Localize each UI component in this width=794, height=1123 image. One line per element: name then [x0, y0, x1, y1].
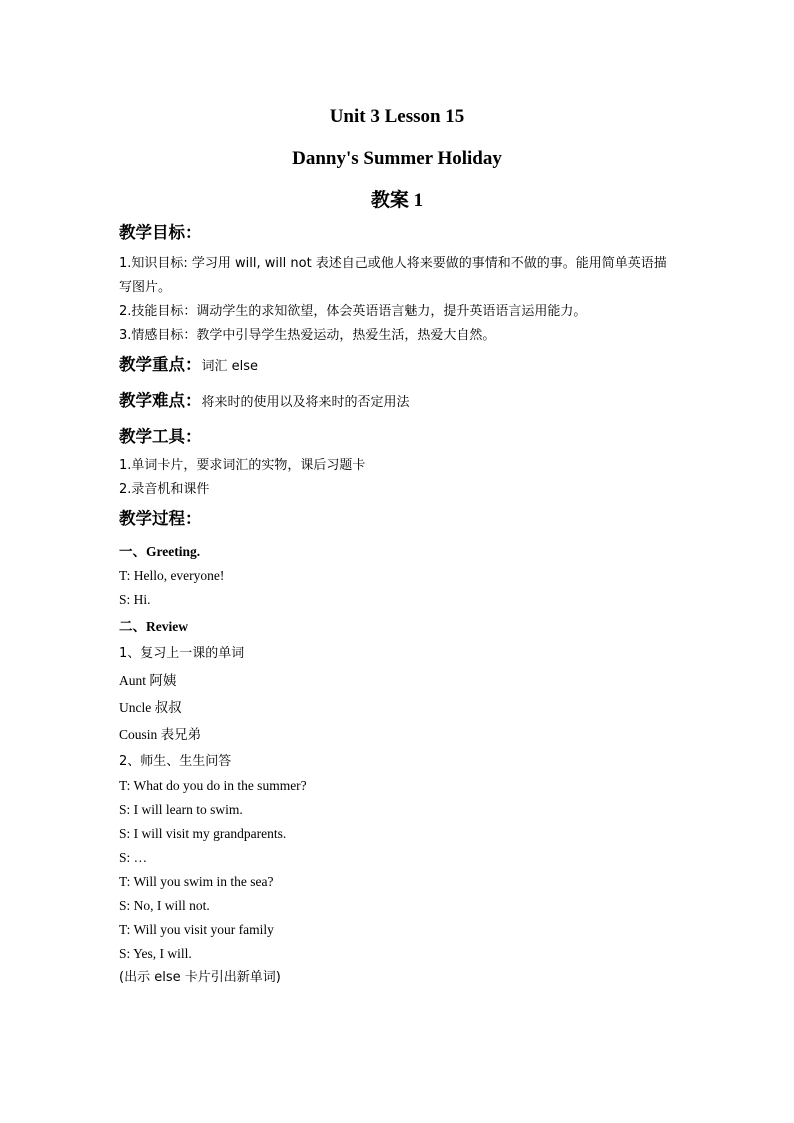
objective-item: 2.技能目标：调动学生的求知欲望，体会英语语言魅力，提升英语语言运用能力。	[119, 304, 587, 319]
objectives-heading: 教学目标：	[119, 223, 202, 242]
dialogue-line: T: Hello, everyone!	[119, 568, 225, 583]
teaching-note: (出示 else 卡片引出新单词)	[119, 970, 281, 985]
unit-title: Unit 3 Lesson 15	[329, 106, 465, 127]
difficult-points-text: 将来时的使用以及将来时的否定用法	[201, 395, 410, 410]
tool-item: 2.录音机和课件	[119, 482, 210, 497]
vocab-item: Uncle 叔叔	[119, 700, 182, 715]
dialogue-line: T: Will you visit your family	[119, 922, 274, 937]
dialogue-line: S: Hi.	[119, 592, 151, 607]
review-title: 二、Review	[119, 619, 188, 634]
vocab-item: Aunt 阿姨	[119, 673, 177, 688]
lesson-plan-label: 教案 1	[370, 190, 424, 211]
difficult-points-section	[119, 388, 679, 416]
dialogue-line: T: What do you do in the summer?	[119, 778, 307, 793]
key-points-section	[119, 352, 679, 380]
dialogue-line: S: I will learn to swim.	[119, 802, 243, 817]
document-body	[119, 220, 679, 990]
review-step: 2、师生、生生问答	[119, 754, 232, 769]
difficult-points-heading: 教学难点：	[119, 391, 202, 410]
tools-heading: 教学工具：	[119, 427, 202, 446]
dialogue-line: S: …	[119, 850, 148, 865]
objective-item: 3.情感目标：教学中引导学生热爱运动，热爱生活，热爱大自然。	[119, 328, 496, 343]
objective-item: 1.知识目标: 学习用 will, will not 表述自己或他人将来要做的事情和不做的事。能用简单英语描写图片。	[119, 256, 667, 295]
vocab-item: Cousin 表兄弟	[119, 727, 202, 742]
lesson-title: Danny's Summer Holiday	[292, 148, 502, 169]
dialogue-line: T: Will you swim in the sea?	[119, 874, 274, 889]
greeting-title: 一、Greeting.	[119, 544, 201, 559]
key-points-heading: 教学重点：	[119, 355, 202, 374]
process-heading: 教学过程：	[119, 509, 202, 528]
review-step: 1、复习上一课的单词	[119, 646, 245, 661]
dialogue-line: S: I will visit my grandparents.	[119, 826, 287, 841]
tool-item: 1.单词卡片，要求词汇的实物，课后习题卡	[119, 458, 366, 473]
dialogue-line: S: Yes, I will.	[119, 946, 192, 961]
key-points-text: 词汇 else	[201, 359, 259, 374]
dialogue-line: S: No, I will not.	[119, 898, 210, 913]
